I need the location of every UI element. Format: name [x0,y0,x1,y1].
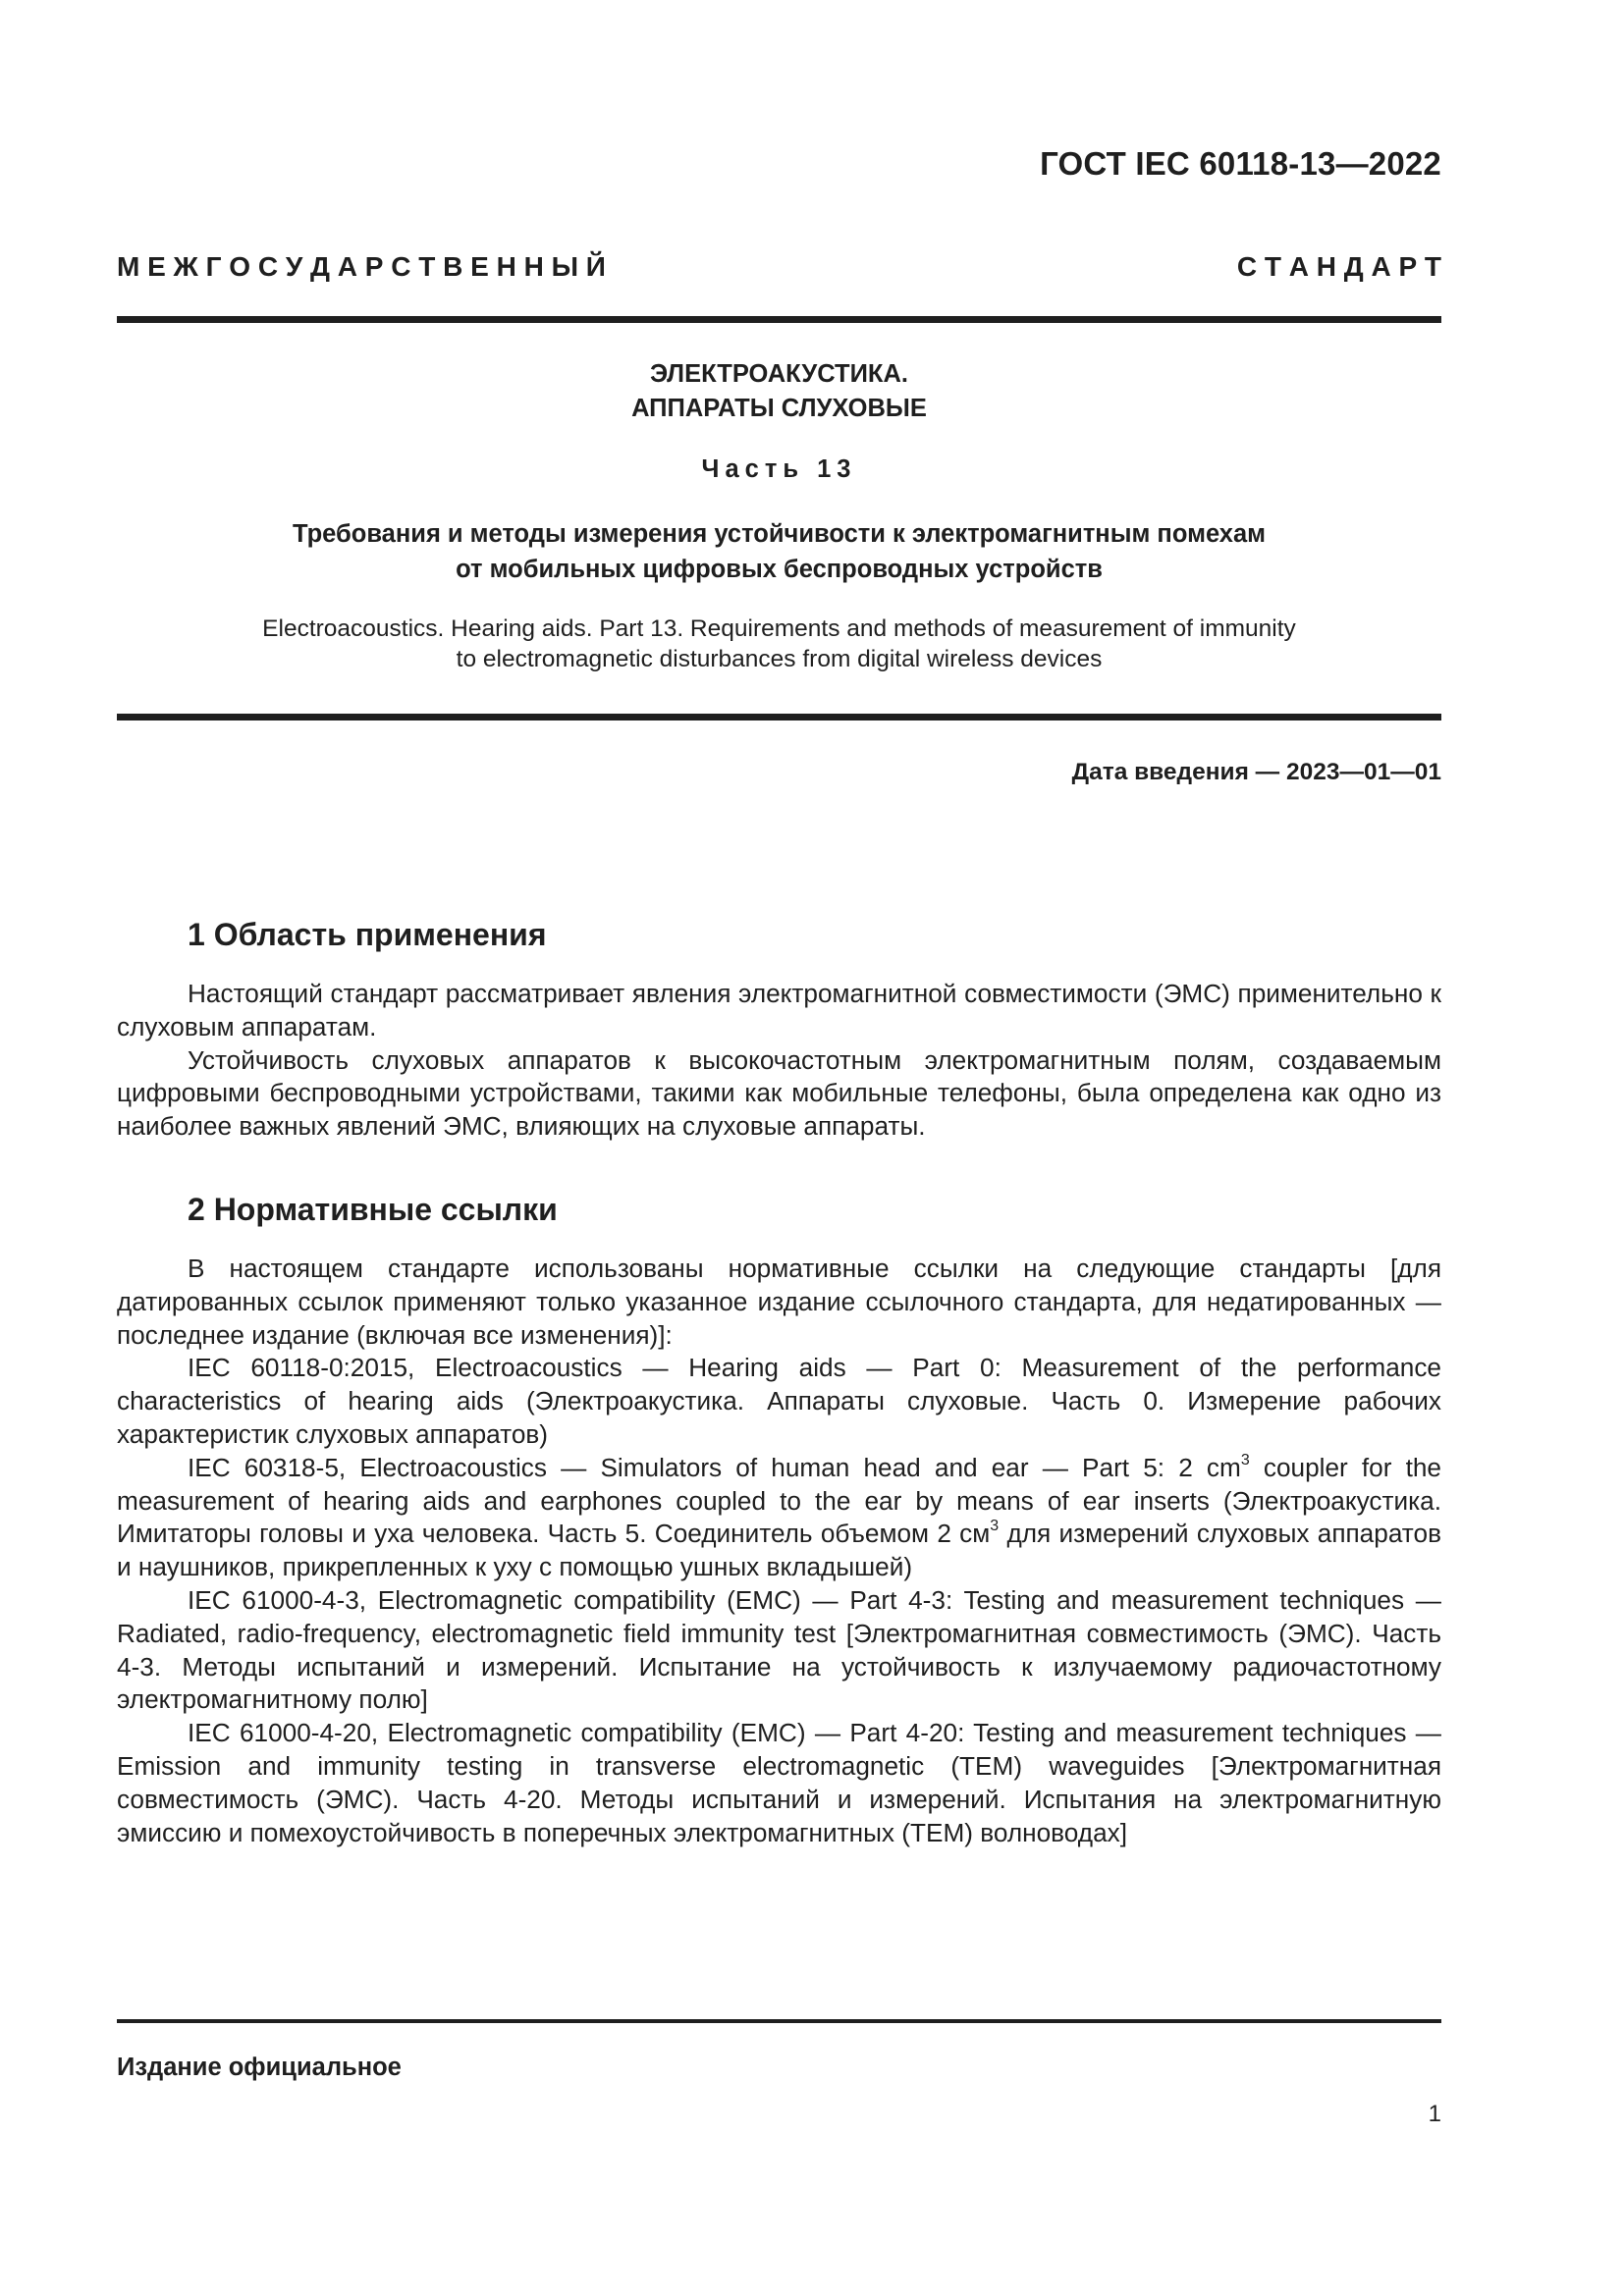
section-1-body [117,978,1441,1144]
reference-iec-60118-0: IEC 60118-0:2015, Electroacoustics — Hearing aids — Part 0: Measurement of the performance characteristics of hearing aids (Электроакустика. Аппараты слуховые. Часть 0. Измерение рабочих характеристик слуховых аппаратов) [117,1353,1441,1449]
section-2-paragraph-1: В настоящем стандарте использованы нормативные ссылки на следующие стандарты [для датированных ссылок применяют только указанное издание ссылочного стандарта, для недатированных — последнее издание (включая все изменения)]: [117,1254,1441,1350]
reference-iec-61000-4-3: IEC 61000-4-3, Electromagnetic compatibility (EMC) — Part 4-3: Testing and measurement techniques — Radiated, radio-frequency, electromagnetic field immunity test [Электромагнитная совместимость (ЭМС). Часть 4-3. Методы испытаний и измерений. Испытание на устойчивость к излучаемому радиочастотному электромагнитному полю] [117,1584,1441,1715]
ref2-superscript-1: 3 [1240,1451,1250,1468]
subtitle-line-1: Требования и методы измерения устойчивости к электромагнитным помехам [292,520,1267,548]
section-1-heading: 1 Область применения [188,917,547,952]
ref2-part-a: IEC 60318-5, Electroacoustics — Simulators of human head and ear — Part 5: 2 cm [188,1452,1241,1482]
subtitle-line-2: от мобильных цифровых беспроводных устройств [456,556,1103,583]
interstate-standard-banner [117,251,1441,283]
title-line-1: ЭЛЕКТРОАКУСТИКА. [650,360,908,388]
document-title [117,357,1441,426]
page-number: 1 [1428,2101,1441,2127]
english-title [117,614,1441,674]
banner-right: С Т А Н Д А Р Т [1236,251,1441,282]
part-label: Часть 13 [701,455,857,483]
introduction-date: Дата введения — 2023—01—01 [1071,759,1441,785]
top-divider [117,316,1441,323]
section-1-paragraph-1: Настоящий стандарт рассматривает явления электромагнитной совместимости (ЭМС) применительно к слуховым аппаратам. [117,979,1441,1041]
ref2-part-c: для измерений слуховых аппаратов и наушников, прикрепленных к уху с помощью ушных вкладышей) [117,1519,1441,1582]
ref2-superscript-2: 3 [990,1518,1000,1535]
reference-iec-60318-5 [117,1452,1441,1584]
banner-left: М Е Ж Г О С У Д А Р С Т В Е Н Н Ы Й [117,251,606,282]
english-title-line-2: to electromagnetic disturbances from digital wireless devices [456,646,1103,672]
reference-iec-61000-4-20: IEC 61000-4-20, Electromagnetic compatibility (EMC) — Part 4-20: Testing and measurement techniques — Emission and immunity testing in transverse electromagnetic (TEM) waveguides [Электромагнитная совместимость (ЭМС). Часть 4-20. Методы испытаний и измерений. Испытания на электромагнитную эмиссию и помехоустойчивость в поперечных электромагнитных (TEM) волноводах] [117,1718,1441,1847]
official-edition-label: Издание официальное [117,2054,402,2081]
english-title-line-1: Electroacoustics. Hearing aids. Part 13. Requirements and methods of measurement of immunity [262,615,1296,642]
title-line-2: АППАРАТЫ СЛУХОВЫЕ [631,395,927,422]
document-subtitle [117,516,1441,587]
document-id: ГОСТ IEC 60118-13—2022 [1040,145,1441,182]
ref2-part-b: coupler for the measurement of hearing aids and earphones coupled to the ear by means of ear inserts (Электроакустика. Имитаторы головы и уха человека. Часть 5. Соединитель объемом 2 см [117,1452,1441,1549]
section-1-paragraph-2: Устойчивость слуховых аппаратов к высокочастотным электромагнитным полям, создаваемым цифровыми беспроводными устройствами, такими как мобильные телефоны, была определена как одно из наиболее важных явлений ЭМС, влияющих на слуховые аппараты. [117,1044,1441,1142]
footer-divider [117,2019,1441,2023]
title-divider [117,714,1441,721]
section-2-heading: 2 Нормативные ссылки [188,1192,558,1227]
section-2-body [117,1253,1441,1849]
